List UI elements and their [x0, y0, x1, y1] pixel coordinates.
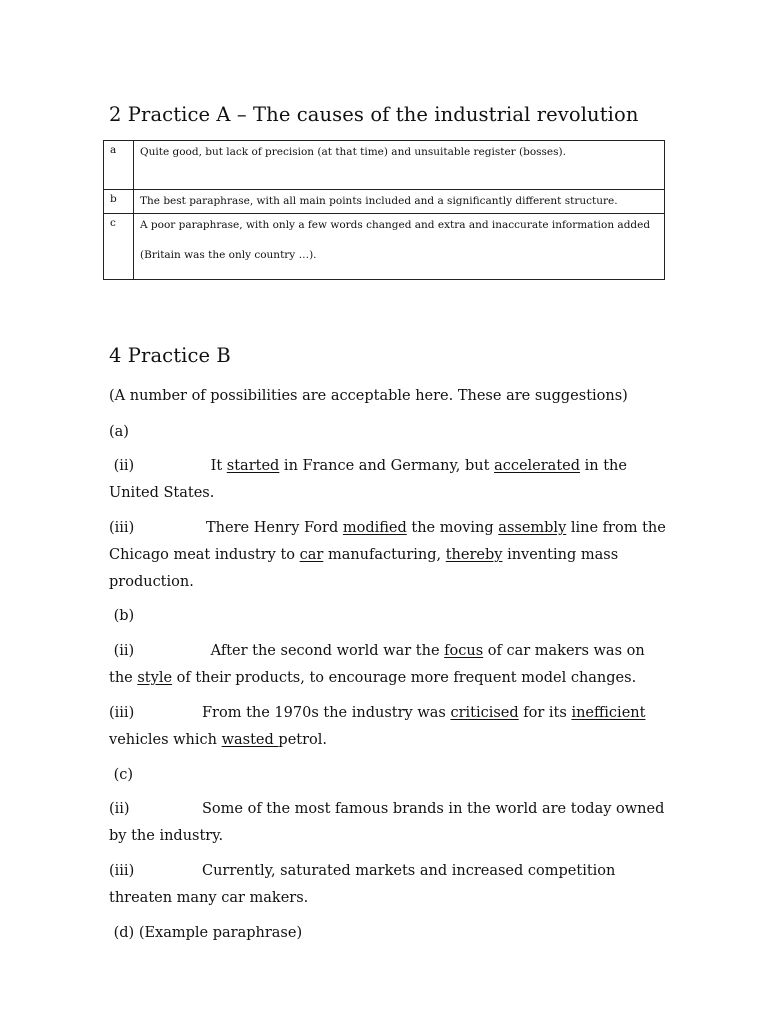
underlined-word: inefficient	[571, 705, 646, 721]
underlined-word: car	[299, 547, 324, 563]
text: line from the Chicago meat industry to	[109, 520, 666, 563]
row-text-continued: (Britain was the only country …).	[140, 249, 317, 261]
text: of their products, to encourage more frequent model changes.	[172, 670, 637, 686]
label-text: (d) (Example paraphrase)	[113, 925, 303, 941]
item-label: (ii)	[113, 643, 135, 659]
section-c-label	[109, 762, 669, 789]
text: vehicles which	[109, 732, 222, 748]
item-label: (iii)	[109, 705, 135, 721]
text: From the 1970s the industry was	[202, 705, 451, 721]
section-d-label	[109, 920, 669, 947]
underlined-word: assembly	[498, 520, 567, 536]
text: manufacturing,	[323, 547, 446, 563]
practice-b-heading: 4 Practice B	[109, 344, 231, 367]
answer-c-ii	[109, 796, 669, 850]
text: the moving	[406, 520, 499, 536]
table-row	[104, 190, 665, 214]
section-b-label	[109, 603, 669, 630]
row-key: b	[104, 190, 134, 214]
label-text: (b)	[113, 608, 135, 624]
text: petrol.	[278, 732, 328, 748]
row-key: a	[104, 141, 134, 190]
underlined-word: started	[226, 458, 280, 474]
underlined-word: accelerated	[494, 458, 581, 474]
practice-a-heading: 2 Practice A – The causes of the industrial revolution	[109, 103, 639, 126]
text: in the United States.	[109, 458, 627, 501]
item-label: (ii)	[113, 458, 135, 474]
item-label: (ii)	[109, 801, 130, 817]
answer-a-ii	[109, 453, 669, 507]
row-text: The best paraphrase, with all main points included and a significantly different structure.	[134, 190, 665, 214]
table-row	[104, 214, 665, 280]
row-key: c	[104, 214, 134, 280]
answer-b-ii	[109, 638, 669, 692]
underlined-word: modified	[342, 520, 407, 536]
row-text: A poor paraphrase, with only a few words changed and extra and inaccurate information added	[140, 219, 651, 231]
intro-text: (A number of possibilities are acceptable here. These are suggestions)	[109, 388, 628, 404]
text: There Henry Ford	[206, 520, 343, 536]
text: It	[210, 458, 227, 474]
text: Some of the most famous brands in the world are today owned by the industry.	[109, 801, 665, 844]
answer-a-iii	[109, 515, 669, 596]
underlined-word: focus	[444, 643, 484, 659]
item-label: (iii)	[109, 863, 135, 879]
row-text: Quite good, but lack of precision (at that time) and unsuitable register (bosses).	[134, 141, 665, 190]
table-row	[104, 141, 665, 190]
practice-a-table	[103, 140, 665, 280]
text: in France and Germany, but	[279, 458, 495, 474]
row-text-cell	[134, 214, 665, 280]
underlined-word: thereby	[445, 547, 503, 563]
text: of car makers was on the	[109, 643, 645, 686]
section-a-label: (a)	[109, 424, 129, 440]
underlined-word: criticised	[450, 705, 519, 721]
underlined-word: wasted	[221, 732, 279, 748]
item-label: (iii)	[109, 520, 135, 536]
text: inventing mass production.	[109, 547, 619, 590]
text: Currently, saturated markets and increased competition threaten many car makers.	[109, 863, 616, 906]
label-text: (c)	[113, 767, 134, 783]
answer-c-iii	[109, 858, 669, 912]
text: After the second world war the	[210, 643, 445, 659]
answer-b-iii	[109, 700, 669, 754]
text: for its	[518, 705, 572, 721]
underlined-word: style	[137, 670, 173, 686]
